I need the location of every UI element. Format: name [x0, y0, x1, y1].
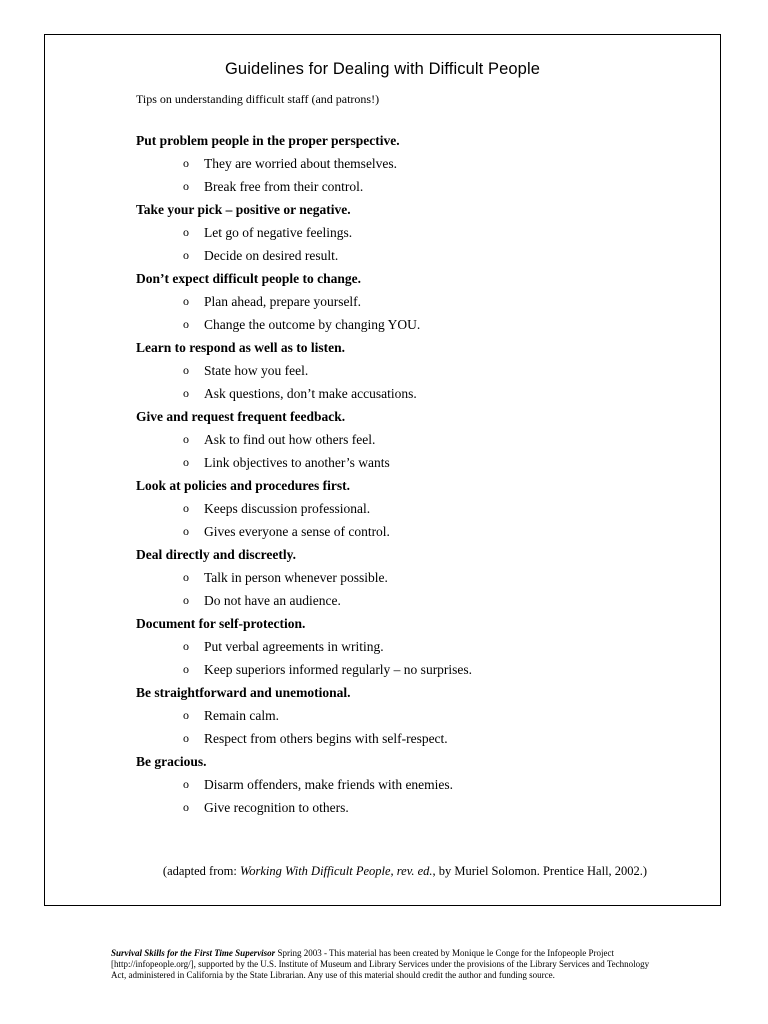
bullet-icon: o — [183, 524, 189, 538]
bullet-icon: o — [183, 455, 189, 469]
section-heading: Take your pick – positive or negative. — [136, 202, 351, 217]
tip-item — [136, 451, 696, 474]
tip-text: Break free from their control. — [204, 179, 364, 194]
tip-text: Talk in person whenever possible. — [204, 570, 388, 585]
bullet-icon: o — [183, 708, 189, 722]
tip-text: Change the outcome by changing YOU. — [204, 317, 421, 332]
tip-text: Keep superiors informed regularly – no surprises. — [204, 662, 473, 677]
bullet-icon: o — [183, 363, 189, 377]
citation-suffix: , by Muriel Solomon. Prentice Hall, 2002.) — [432, 864, 648, 878]
tip-item — [136, 313, 696, 336]
tip-item — [136, 382, 696, 405]
tip-text: Plan ahead, prepare yourself. — [204, 294, 362, 309]
tip-text: They are worried about themselves. — [204, 156, 398, 171]
tip-item — [136, 175, 696, 198]
tip-text: Ask questions, don’t make accusations. — [204, 386, 417, 401]
bullet-icon: o — [183, 777, 189, 791]
tip-item — [136, 520, 696, 543]
tip-text: Gives everyone a sense of control. — [204, 524, 390, 539]
tip-item — [136, 773, 696, 796]
section-heading: Be gracious. — [136, 754, 207, 769]
tip-text: Keeps discussion professional. — [204, 501, 371, 516]
bullet-icon: o — [183, 317, 189, 331]
tip-item — [136, 727, 696, 750]
tip-item — [136, 589, 696, 612]
tip-item — [136, 796, 696, 819]
document-subtitle: Tips on understanding difficult staff (and patrons!) — [136, 92, 380, 106]
document-frame — [44, 34, 721, 906]
section-heading: Deal directly and discreetly. — [136, 547, 296, 562]
tip-item — [136, 290, 696, 313]
tip-text: Ask to find out how others feel. — [204, 432, 376, 447]
bullet-icon: o — [183, 248, 189, 262]
bullet-icon: o — [183, 731, 189, 745]
section-heading: Be straightforward and unemotional. — [136, 685, 351, 700]
footer-course-title: Survival Skills for the First Time Supervisor — [111, 948, 276, 958]
tip-text: Put verbal agreements in writing. — [204, 639, 384, 654]
section-heading: Don’t expect difficult people to change. — [136, 271, 361, 286]
bullet-icon: o — [183, 225, 189, 239]
tip-text: Give recognition to others. — [204, 800, 349, 815]
tip-item — [136, 497, 696, 520]
tip-text: Disarm offenders, make friends with enemies. — [204, 777, 454, 792]
bullet-icon: o — [183, 662, 189, 676]
citation — [45, 864, 720, 879]
bullet-icon: o — [183, 570, 189, 584]
bullet-icon: o — [183, 800, 189, 814]
bullet-icon: o — [183, 432, 189, 446]
tip-item — [136, 704, 696, 727]
bullet-icon: o — [183, 593, 189, 607]
tip-item — [136, 244, 696, 267]
document-title: Guidelines for Dealing with Difficult People — [224, 60, 540, 78]
tip-text: Respect from others begins with self-respect. — [204, 731, 448, 746]
citation-work-title: Working With Difficult People, rev. ed. — [239, 864, 433, 878]
section-heading: Look at policies and procedures first. — [136, 478, 351, 493]
section-heading: Document for self-protection. — [136, 616, 306, 631]
tip-item — [136, 635, 696, 658]
guidelines-list — [136, 129, 696, 819]
bullet-icon: o — [183, 294, 189, 308]
footer-text: Spring 2003 - This material has been created by Monique le Conge for the Infopeople Project [http://infopeople.org/], supported by the U.S. Institute of Museum and Library Services under the provisions of the Library Services and Technology Act, administered in California by the State Librarian. Any use of this material should credit the author and funding source. — [111, 948, 650, 980]
section-heading: Learn to respond as well as to listen. — [136, 340, 346, 355]
tip-item — [136, 566, 696, 589]
tip-item — [136, 359, 696, 382]
tip-item — [136, 428, 696, 451]
tip-item — [136, 221, 696, 244]
section-heading: Put problem people in the proper perspective. — [136, 133, 400, 148]
footer-note — [111, 948, 659, 981]
tip-item — [136, 658, 696, 681]
tip-text: Link objectives to another’s wants — [204, 455, 390, 470]
tip-text: Do not have an audience. — [204, 593, 341, 608]
bullet-icon: o — [183, 639, 189, 653]
tip-text: Remain calm. — [204, 708, 279, 723]
tip-text: Decide on desired result. — [204, 248, 339, 263]
citation-prefix: (adapted from: — [162, 864, 240, 878]
tip-item — [136, 152, 696, 175]
tip-text: Let go of negative feelings. — [204, 225, 353, 240]
bullet-icon: o — [183, 156, 189, 170]
tip-text: State how you feel. — [204, 363, 309, 378]
section-heading: Give and request frequent feedback. — [136, 409, 346, 424]
bullet-icon: o — [183, 501, 189, 515]
bullet-icon: o — [183, 386, 189, 400]
bullet-icon: o — [183, 179, 189, 193]
